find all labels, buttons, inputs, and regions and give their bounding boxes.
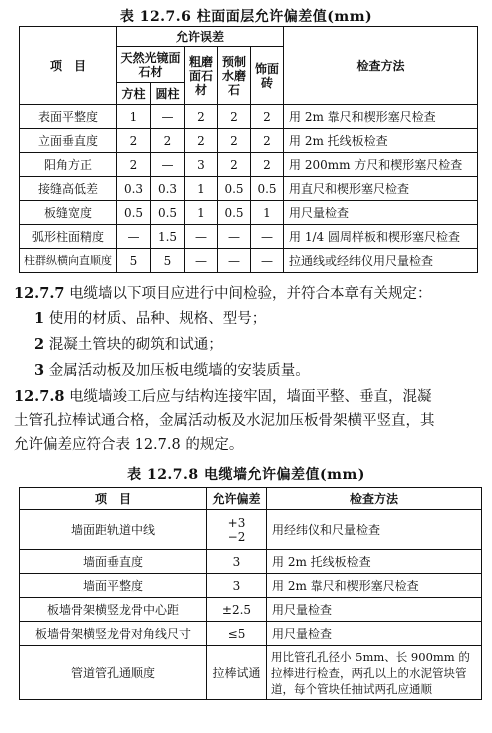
table-row (20, 105, 478, 129)
item-number: 3 (34, 362, 45, 379)
table-cell-method: 用 2m 托线板检查 (284, 129, 478, 153)
table-12-7-6 (19, 26, 478, 273)
table-cell-round: 0.3 (151, 177, 185, 201)
header-item: 项 目 (20, 488, 207, 510)
table-cell-square: 0.3 (117, 177, 151, 201)
table-cell-allow: ≤5 (207, 622, 267, 646)
table-row (20, 510, 482, 550)
table-cell-precast: 2 (218, 105, 251, 129)
item-text: 金属活动板及加压板电缆墙的安装质量。 (48, 363, 310, 379)
table-cell-method: 用 2m 靠尺和楔形塞尺检查 (284, 105, 478, 129)
table-cell-item: 立面垂直度 (20, 129, 117, 153)
list-item (34, 359, 310, 383)
table-cell-method: 用 1/4 圆周样板和楔形塞尺检查 (284, 225, 478, 249)
table-row (20, 153, 478, 177)
table-row (20, 598, 482, 622)
table-cell-tile: 0.5 (251, 177, 284, 201)
table-cell-method: 用尺量检查 (284, 201, 478, 225)
table-row (20, 646, 482, 700)
table-cell-method: 用比管孔孔径小 5mm、长 900mm 的拉棒进行检查，两孔以上的水泥管块管道，每个管块任抽试两孔应通顺 (267, 646, 482, 700)
table-row (20, 574, 482, 598)
section-12-7-7 (14, 282, 484, 306)
table-cell-square: — (117, 225, 151, 249)
table-cell-allow: 拉棒试通 (207, 646, 267, 700)
table-cell-allow: 3 (207, 574, 267, 598)
table-cell-item: 柱群纵横向直顺度 (20, 249, 117, 273)
section-12-7-8 (14, 385, 484, 457)
table-cell-item: 接缝高低差 (20, 177, 117, 201)
table-cell-precast: 2 (218, 153, 251, 177)
table-cell-method: 用 2m 托线板检查 (267, 550, 482, 574)
table-cell-precast: 0.5 (218, 177, 251, 201)
table-cell-method: 用尺量检查 (267, 622, 482, 646)
table-row (20, 201, 478, 225)
table-cell-round: — (151, 153, 185, 177)
item-text: 使用的材质、品种、规格、型号； (48, 311, 267, 327)
section-text: 电缆墙以下项目应进行中间检验，并符合本章有关规定： (69, 286, 432, 302)
table-row (20, 249, 478, 273)
table-cell-rough: 3 (185, 153, 218, 177)
table-cell-rough: 2 (185, 105, 218, 129)
item-text: 混凝土管块的砌筑和试通； (48, 337, 223, 353)
table-cell-rough: 1 (185, 201, 218, 225)
table-cell-precast: 0.5 (218, 201, 251, 225)
item-number: 2 (34, 336, 45, 353)
allow-upper: +3 (227, 515, 246, 530)
header-tile: 饰面砖 (251, 47, 284, 105)
table-row (20, 177, 478, 201)
header-item: 项 目 (20, 27, 117, 105)
table-cell-precast: 2 (218, 129, 251, 153)
header-method: 检查方法 (267, 488, 482, 510)
table-cell-square: 1 (117, 105, 151, 129)
table-cell-round: 1.5 (151, 225, 185, 249)
table-row (20, 225, 478, 249)
table-cell-method: 用 200mm 方尺和楔形塞尺检查 (284, 153, 478, 177)
header-allow: 允许偏差 (207, 488, 267, 510)
header-natural: 天然光镜面石材 (117, 47, 185, 83)
allow-lower: −2 (227, 529, 246, 544)
table2-title: 表 12.7.8 电缆墙允许偏差值(mm) (127, 467, 365, 483)
table-12-7-8 (19, 487, 482, 700)
table-cell-rough: — (185, 225, 218, 249)
table-row (20, 550, 482, 574)
table-cell-tile: — (251, 225, 284, 249)
header-square: 方柱 (117, 83, 151, 105)
table-cell-item: 墙面距轨道中线 (20, 510, 207, 550)
table-cell-round: 2 (151, 129, 185, 153)
list-item (34, 307, 266, 331)
list-item (34, 333, 223, 357)
table-cell-item: 表面平整度 (20, 105, 117, 129)
table1-title: 表 12.7.6 柱面面层允许偏差值(mm) (119, 9, 373, 25)
table-cell-item: 管道管孔通顺度 (20, 646, 207, 700)
table-cell-item: 墙面平整度 (20, 574, 207, 598)
section-line: 土管孔拉棒试通合格，金属活动板及水泥加压板骨架横平竖直，其 (14, 413, 435, 429)
header-round: 圆柱 (151, 83, 185, 105)
table-cell-round: — (151, 105, 185, 129)
table-cell-tile: 2 (251, 105, 284, 129)
table-cell-allow (207, 510, 267, 550)
table-cell-item: 板缝宽度 (20, 201, 117, 225)
table-cell-round: 5 (151, 249, 185, 273)
table-cell-item: 阳角方正 (20, 153, 117, 177)
table-cell-square: 5 (117, 249, 151, 273)
table-cell-item: 弧形柱面精度 (20, 225, 117, 249)
table-cell-tile: 2 (251, 129, 284, 153)
header-rough: 粗磨面石材 (185, 47, 218, 105)
table-cell-item: 墙面垂直度 (20, 550, 207, 574)
table-cell-allow: 3 (207, 550, 267, 574)
section-number: 12.7.8 (14, 388, 65, 405)
item-number: 1 (34, 310, 45, 327)
table-cell-item: 板墙骨架横竖龙骨中心距 (20, 598, 207, 622)
table-cell-precast: — (218, 225, 251, 249)
table-cell-item: 板墙骨架横竖龙骨对角线尺寸 (20, 622, 207, 646)
table-cell-square: 2 (117, 129, 151, 153)
header-precast: 预制水磨石 (218, 47, 251, 105)
section-line: 电缆墙竣工后应与结构连接牢固，墙面平整、垂直，混凝 (69, 389, 432, 405)
table-cell-allow: ±2.5 (207, 598, 267, 622)
table-cell-method: 用 2m 靠尺和楔形塞尺检查 (267, 574, 482, 598)
table-row (20, 129, 478, 153)
section-number: 12.7.7 (14, 285, 65, 302)
table-cell-tile: 1 (251, 201, 284, 225)
table-cell-tile: 2 (251, 153, 284, 177)
table-cell-rough: 2 (185, 129, 218, 153)
table-cell-rough: — (185, 249, 218, 273)
section-line: 允许偏差应符合表 12.7.8 的规定。 (14, 437, 244, 453)
table-cell-square: 0.5 (117, 201, 151, 225)
table-cell-method: 用直尺和楔形塞尺检查 (284, 177, 478, 201)
table-cell-square: 2 (117, 153, 151, 177)
table-cell-precast: — (218, 249, 251, 273)
table-cell-method: 用尺量检查 (267, 598, 482, 622)
header-method: 检查方法 (284, 27, 478, 105)
table-cell-method: 拉通线或经纬仪用尺量检查 (284, 249, 478, 273)
table-cell-tile: — (251, 249, 284, 273)
table-cell-round: 0.5 (151, 201, 185, 225)
header-allow: 允许误差 (117, 27, 284, 47)
table-row (20, 622, 482, 646)
table-cell-rough: 1 (185, 177, 218, 201)
table-cell-method: 用经纬仪和尺量检查 (267, 510, 482, 550)
